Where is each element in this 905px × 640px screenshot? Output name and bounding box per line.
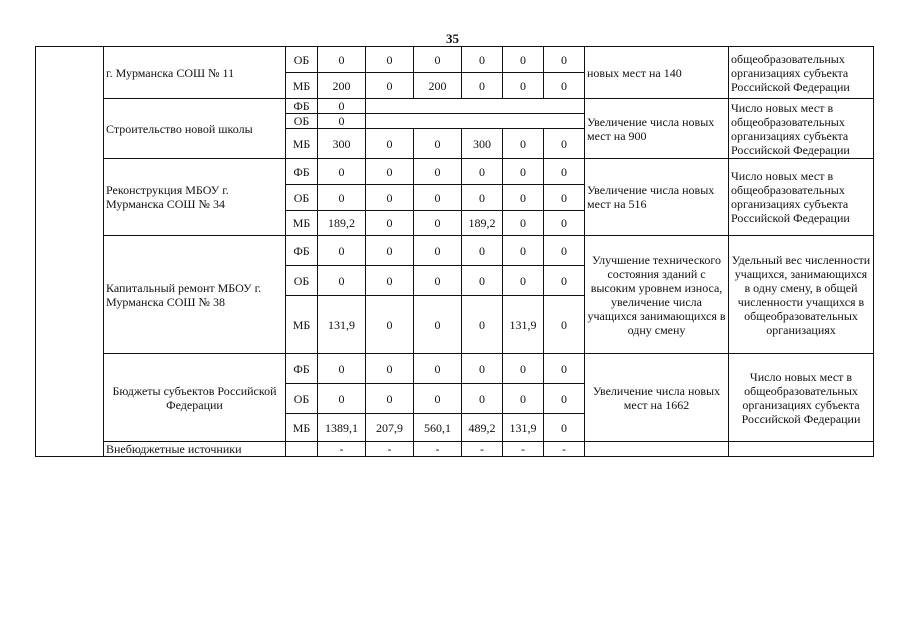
budget-level: ФБ	[286, 99, 318, 114]
project-name: Капитальный ремонт МБОУ г. Мурманска СОШ № 38	[104, 236, 286, 354]
value-cell: 0	[503, 266, 544, 296]
value-cell: 0	[462, 159, 503, 185]
value-cell: 0	[414, 236, 462, 266]
value-cell: -	[544, 442, 585, 457]
value-cell: 0	[366, 185, 414, 211]
value-cell: 0	[366, 47, 414, 73]
value-cell: 0	[503, 354, 544, 384]
value-cell: 200	[318, 73, 366, 99]
value-cell: 0	[414, 47, 462, 73]
value-cell: 0	[503, 211, 544, 236]
value-cell: 0	[544, 73, 585, 99]
empty-cell	[366, 99, 585, 114]
value-cell: 0	[414, 211, 462, 236]
value-cell: 189,2	[462, 211, 503, 236]
value-cell: 0	[366, 354, 414, 384]
budget-level: МБ	[286, 296, 318, 354]
table-row	[36, 354, 874, 384]
value-cell: 0	[544, 354, 585, 384]
project-name: г. Мурманска СОШ № 11	[104, 47, 286, 99]
value-cell: 0	[318, 99, 366, 114]
value-cell: 0	[318, 114, 366, 129]
indicator-text: Число новых мест в общеобразовательных организациях субъекта Российской Федерации	[729, 159, 874, 236]
table-row	[36, 47, 874, 73]
budget-level: ОБ	[286, 384, 318, 414]
value-cell: 0	[318, 236, 366, 266]
value-cell: 0	[366, 73, 414, 99]
value-cell: -	[462, 442, 503, 457]
value-cell: 0	[462, 185, 503, 211]
value-cell: 0	[503, 236, 544, 266]
value-cell: -	[503, 442, 544, 457]
table-row	[36, 442, 874, 457]
value-cell: -	[366, 442, 414, 457]
value-cell: 0	[462, 73, 503, 99]
table-row	[36, 159, 874, 185]
value-cell: 0	[366, 159, 414, 185]
empty-cell	[366, 114, 585, 129]
indicator-text: Удельный вес численности учащихся, занимающихся в одну смену, в общей численности учащихся в общеобразовательных организациях	[729, 236, 874, 354]
project-name: Реконструкция МБОУ г. Мурманска СОШ № 34	[104, 159, 286, 236]
budget-level: ОБ	[286, 185, 318, 211]
empty-cell	[585, 442, 729, 457]
result-text: Увеличение числа новых мест на 1662	[585, 354, 729, 442]
value-cell: 207,9	[366, 414, 414, 442]
value-cell: 0	[544, 47, 585, 73]
value-cell: 200	[414, 73, 462, 99]
empty-cell	[36, 47, 104, 457]
value-cell: 0	[544, 129, 585, 159]
value-cell: 0	[414, 296, 462, 354]
empty-cell	[286, 442, 318, 457]
project-name: Внебюджетные источники	[104, 442, 286, 457]
value-cell: 0	[503, 185, 544, 211]
value-cell: 0	[414, 129, 462, 159]
value-cell: 0	[366, 296, 414, 354]
value-cell: 0	[544, 211, 585, 236]
value-cell: 0	[414, 354, 462, 384]
value-cell: 0	[366, 236, 414, 266]
value-cell: 0	[544, 159, 585, 185]
value-cell: 0	[414, 185, 462, 211]
budget-level: МБ	[286, 211, 318, 236]
program-table	[35, 46, 874, 457]
value-cell: 0	[462, 266, 503, 296]
value-cell: 0	[414, 384, 462, 414]
budget-level: МБ	[286, 414, 318, 442]
budget-level: МБ	[286, 129, 318, 159]
empty-cell	[729, 442, 874, 457]
value-cell: 0	[462, 47, 503, 73]
value-cell: 560,1	[414, 414, 462, 442]
value-cell: 0	[318, 384, 366, 414]
value-cell: 0	[544, 236, 585, 266]
value-cell: 0	[462, 296, 503, 354]
value-cell: 0	[366, 384, 414, 414]
value-cell: 0	[544, 185, 585, 211]
value-cell: -	[414, 442, 462, 457]
value-cell: 0	[462, 384, 503, 414]
table-row	[36, 99, 874, 114]
budget-level: ОБ	[286, 266, 318, 296]
page-number: 35	[446, 31, 459, 46]
budget-level: ОБ	[286, 47, 318, 73]
result-text: Улучшение технического состояния зданий с высоким уровнем износа, увеличение числа учащихся занимающихся в одну смену	[585, 236, 729, 354]
indicator-text: общеобразовательных организациях субъекта Российской Федерации	[729, 47, 874, 99]
project-name: Строительство новой школы	[104, 99, 286, 159]
value-cell: 131,9	[503, 296, 544, 354]
budget-level: ОБ	[286, 114, 318, 129]
value-cell: 300	[462, 129, 503, 159]
project-name: Бюджеты субъектов Российской Федерации	[104, 354, 286, 442]
value-cell: -	[318, 442, 366, 457]
value-cell: 0	[366, 211, 414, 236]
result-text: новых мест на 140	[585, 47, 729, 99]
value-cell: 0	[414, 159, 462, 185]
value-cell: 0	[366, 129, 414, 159]
value-cell: 0	[503, 73, 544, 99]
value-cell: 131,9	[318, 296, 366, 354]
indicator-text: Число новых мест в общеобразовательных организациях субъекта Российской Федерации	[729, 354, 874, 442]
result-text: Увеличение числа новых мест на 900	[585, 99, 729, 159]
value-cell: 0	[503, 159, 544, 185]
table-row	[36, 236, 874, 266]
value-cell: 0	[318, 266, 366, 296]
value-cell: 300	[318, 129, 366, 159]
value-cell: 0	[503, 47, 544, 73]
value-cell: 131,9	[503, 414, 544, 442]
value-cell: 0	[544, 384, 585, 414]
value-cell: 0	[318, 354, 366, 384]
budget-level: МБ	[286, 73, 318, 99]
value-cell: 0	[462, 354, 503, 384]
value-cell: 0	[318, 185, 366, 211]
value-cell: 0	[503, 384, 544, 414]
result-text: Увеличение числа новых мест на 516	[585, 159, 729, 236]
indicator-text: Число новых мест в общеобразовательных организациях субъекта Российской Федерации	[729, 99, 874, 159]
value-cell: 0	[318, 159, 366, 185]
budget-level: ФБ	[286, 159, 318, 185]
value-cell: 0	[366, 266, 414, 296]
budget-level: ФБ	[286, 236, 318, 266]
value-cell: 0	[318, 47, 366, 73]
value-cell: 489,2	[462, 414, 503, 442]
value-cell: 0	[503, 129, 544, 159]
value-cell: 0	[414, 266, 462, 296]
value-cell: 0	[544, 296, 585, 354]
value-cell: 0	[462, 236, 503, 266]
value-cell: 0	[544, 266, 585, 296]
value-cell: 1389,1	[318, 414, 366, 442]
value-cell: 189,2	[318, 211, 366, 236]
budget-level: ФБ	[286, 354, 318, 384]
value-cell: 0	[544, 414, 585, 442]
